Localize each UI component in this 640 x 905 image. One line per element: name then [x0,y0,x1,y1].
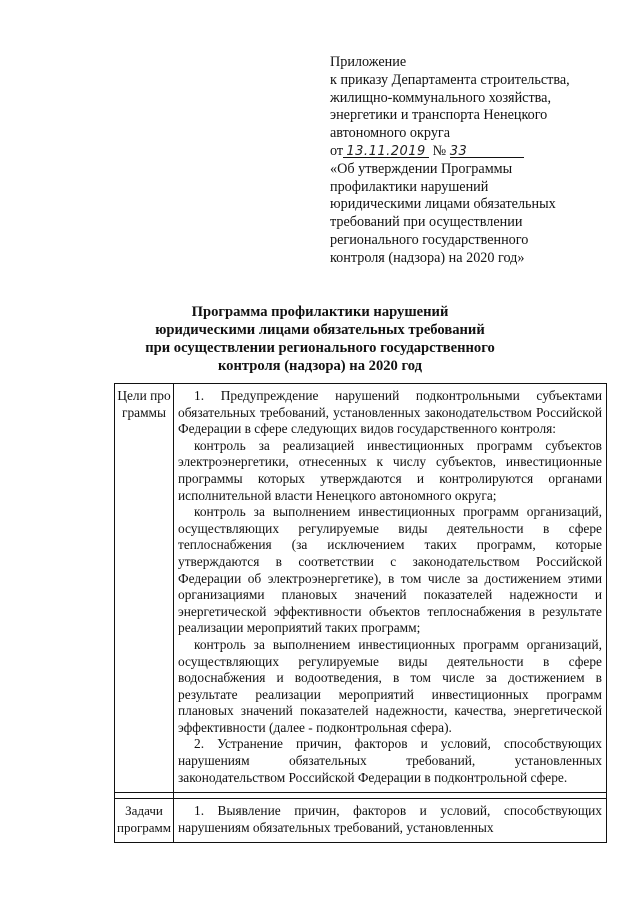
title-line: Программа профилактики нарушений [191,304,449,320]
paragraph: контроль за реализацией инвестиционных программ субъектов электроэнергетики, отнесенных к числу субъектов, инвестиционные программы которых утверждаются и контролируются органами исполнительной власти Ненецкого автономного округа; [178,437,602,503]
handwritten-date: 13.11.2019 [346,143,426,159]
annex-block [330,54,620,268]
annex-line: к приказу Департамента строительства, [330,71,570,88]
date-field [343,143,429,158]
annex-line: Приложение [330,54,407,70]
program-table [114,383,607,843]
handwritten-number: 33 [449,143,468,159]
row-content-tasks [174,799,607,843]
paragraph: 1. Выявление причин, факторов и условий, способствующих нарушениям обязательных требований, установленных [178,803,602,835]
paragraph: 2. Устранение причин, факторов и условий, способствующих нарушениям обязательных требований, установленных законодательством Российской Федерации в подконтрольной сфере. [178,736,602,785]
title-line: юридическими лицами обязательных требований [155,322,485,338]
table-row [115,384,607,793]
row-content-goals [174,384,607,793]
number-field [450,143,524,158]
subject-line: профилактики нарушений [330,178,489,195]
subject-line: «Об утверждении Программы [330,160,513,177]
subject-line: регионального государственного [330,231,529,248]
from-label: от [330,142,344,159]
subject-line: контроля (надзора) на 2020 год» [330,249,525,266]
annex-line: жилищно-коммунального хозяйства, [330,89,552,106]
annex-line: автономного округа [330,125,451,142]
table-row [115,799,607,843]
title-line: при осуществлении регионального государственного [145,340,495,356]
number-label: № [432,142,447,159]
title-line: контроля (надзора) на 2020 год [217,358,423,374]
paragraph: контроль за выполнением инвестиционных программ организаций, осуществляющих регулируемые виды деятельности в сфере теплоснабжения (за исключением таких программ, которые утверждаются в соответствии с законодательством Российской Федерации об электроэнергетике), в том числе за достижением этими организациями плановых значений показателей надежности и энергетической эффективности объектов теплоснабжения в результате реализации мероприятий таких программ; [178,504,602,636]
subject-line: юридическими лицами обязательных [330,196,556,213]
row-label-tasks: Задачи программ [115,799,174,843]
paragraph: контроль за выполнением инвестиционных программ организаций, осуществляющих регулируемые виды деятельности в сфере водоснабжения и водоотведения, в том числе за достижением в результате реализации мероприятий инвестиционных программ плановых значений показателей надежности, качества, энергетической эффективности (далее - подконтрольная сфера). [178,636,602,735]
paragraph: 1. Предупреждение нарушений подконтрольными субъектами обязательных требований, установленных законодательством Российской Федерации в сфере следующих видов государственного контроля: [178,388,602,437]
annex-line: энергетики и транспорта Ненецкого [330,107,548,124]
subject-line: требований при осуществлении [330,214,523,231]
order-date-number-line [330,143,620,161]
row-label-goals: Цели программы [115,384,174,793]
document-title [100,303,540,375]
